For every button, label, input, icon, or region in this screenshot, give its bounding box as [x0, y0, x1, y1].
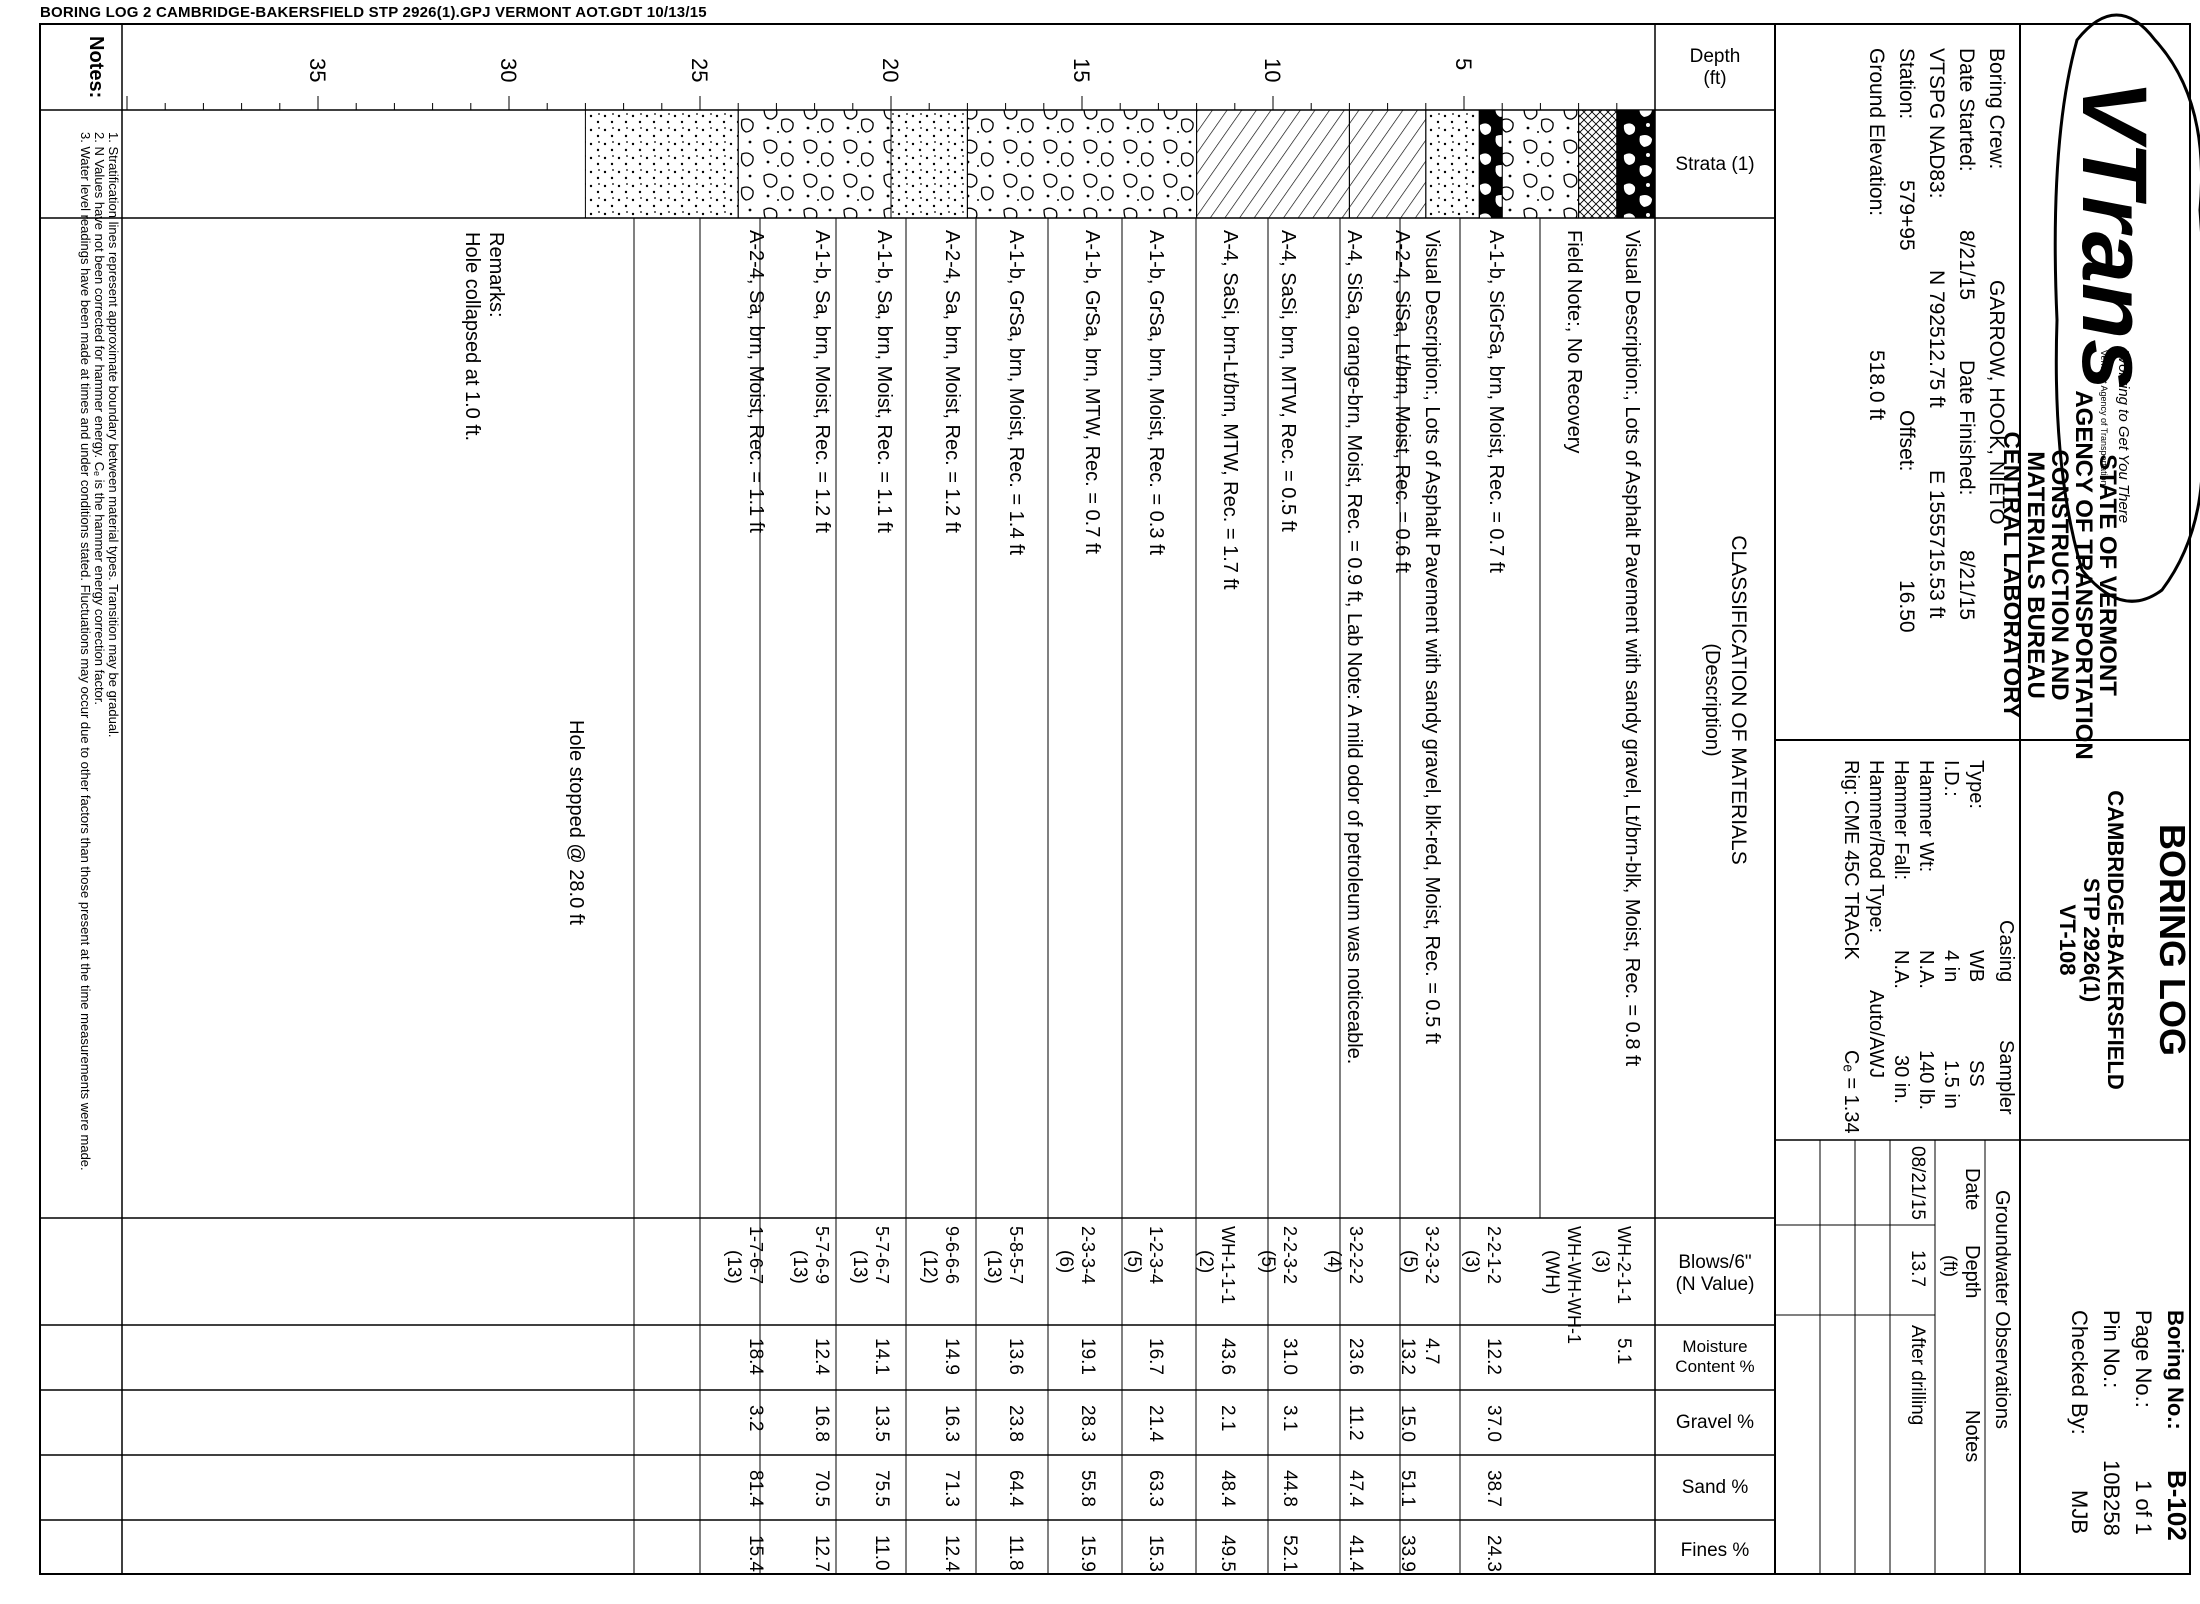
blow-counts: WH-2-1-1: [1614, 1226, 1634, 1305]
sand-percent: 44.8: [1279, 1470, 1300, 1507]
blow-counts: 5-7-6-9: [812, 1226, 832, 1285]
station-label: Station:: [1895, 48, 1918, 120]
offset-label: Offset:: [1895, 410, 1918, 472]
blow-counts: 1-7-6-7: [746, 1226, 766, 1285]
crew-value: GARROW, HOOK, NIETO: [1985, 280, 2008, 525]
project-number: STP 2926(1): [2079, 877, 2104, 1003]
gravel-header: Gravel %: [1675, 1412, 1755, 1433]
strata-band: [1479, 110, 1502, 218]
depth-tick-label: 25: [687, 58, 712, 83]
footnote-2: 2. N Values have not been corrected for hammer energy. Cₑ is the hammer energy correction factor.: [92, 132, 107, 706]
n-value: (13): [789, 1250, 810, 1284]
gw-notes-label: Notes: [1961, 1410, 1983, 1463]
strata-band: [1197, 110, 1350, 218]
date-finished-label: Date Finished:: [1955, 360, 1978, 496]
strata-header: Strata (1): [1675, 154, 1755, 175]
nvalue-header: (N Value): [1675, 1274, 1755, 1295]
sand-percent: 70.5: [811, 1470, 832, 1507]
fines-percent: 52.1: [1279, 1535, 1300, 1572]
type-label: Type:: [1965, 760, 1987, 809]
n-value: (6): [1055, 1250, 1076, 1274]
moisture-content: 16.7: [1145, 1338, 1166, 1375]
gravel-percent: 11.2: [1345, 1405, 1366, 1441]
classification-description: A-2-4, SiSa, Lt/brn, Moist, Rec. = 0.6 ft: [1391, 230, 1413, 573]
gw-date: 08/21/15: [1907, 1146, 1928, 1220]
hammer-wt-label: Hammer Wt:: [1915, 760, 1937, 873]
date-started-label: Date Started:: [1955, 48, 1978, 172]
depth-tick-label: 5: [1451, 58, 1476, 71]
strata-column: [585, 110, 1655, 218]
type-sampler: SS: [1965, 1060, 1987, 1087]
depth-header: Depth: [1689, 46, 1741, 67]
agency-line-1: STATE OF VERMONT: [2094, 454, 2121, 696]
sand-percent: 63.3: [1145, 1470, 1166, 1507]
strata-band: [1349, 110, 1425, 218]
energy-factor: Cₑ = 1.34: [1840, 1050, 1862, 1134]
fines-percent: 33.9: [1397, 1535, 1418, 1572]
id-label: I.D.:: [1940, 760, 1962, 797]
blow-counts: WH-WH-WH-1: [1564, 1226, 1584, 1344]
n-value: (5): [1123, 1250, 1144, 1274]
offset-value: 16.50: [1895, 580, 1918, 633]
elevation-label: Ground Elevation:: [1865, 48, 1888, 217]
fines-percent: 11.0: [871, 1535, 892, 1571]
gw-depth-unit: (ft): [1940, 1255, 1960, 1277]
gravel-percent: 13.5: [871, 1405, 892, 1442]
gravel-percent: 37.0: [1483, 1405, 1504, 1442]
gravel-percent: 23.8: [1005, 1405, 1026, 1442]
rod-type: Auto/AWJ: [1865, 990, 1887, 1079]
depth-tick-label: 15: [1069, 58, 1094, 83]
remarks-label: Remarks:: [485, 232, 507, 318]
gw-date-label: Date: [1961, 1168, 1983, 1211]
n-value: (3): [1461, 1250, 1482, 1274]
notes-label: Notes:: [85, 36, 107, 99]
classification-description: A-2-4, Sa, brn, Moist, Rec. = 1.2 ft: [941, 230, 963, 533]
fines-percent: 15.9: [1077, 1535, 1098, 1572]
moisture-content: 4.7: [1421, 1338, 1442, 1365]
classification-description: A-4, SaSi, brn-Lt/brn, MTW, Rec. = 1.7 ft: [1219, 230, 1241, 590]
rod-type-label: Hammer/Rod Type:: [1865, 760, 1887, 934]
n-value: (13): [723, 1250, 744, 1284]
sand-percent: 71.3: [941, 1470, 962, 1507]
classification-description: A-1-b, Sa, brn, Moist, Rec. = 1.2 ft: [811, 230, 833, 533]
gw-depth-label: Depth: [1961, 1245, 1983, 1299]
n-value: (5): [1399, 1250, 1420, 1274]
sand-percent: 47.4: [1345, 1470, 1366, 1507]
hammer-fall-casing: N.A.: [1890, 950, 1912, 989]
header-panel: [1775, 15, 2200, 1574]
checked-label: Checked By:: [2067, 1310, 2092, 1435]
groundwater-table: [1775, 1140, 2013, 1574]
gravel-percent: 16.8: [811, 1405, 832, 1442]
gravel-percent: 28.3: [1077, 1405, 1098, 1442]
blow-counts: 2-2-1-2: [1484, 1226, 1504, 1285]
agency-line-5: CENTRAL LABORATORY: [1998, 431, 2025, 719]
n-value: (5): [1257, 1250, 1278, 1274]
moisture-content: 18.4: [745, 1338, 766, 1375]
fines-percent: 12.7: [811, 1535, 832, 1572]
blow-counts: 2-2-3-2: [1280, 1226, 1300, 1285]
blow-counts: 5-8-5-7: [1006, 1226, 1026, 1285]
classification-description: A-4, SaSi, brn, MTW, Rec. = 0.5 ft: [1277, 230, 1299, 532]
page-value: 1 of 1: [2131, 1480, 2156, 1536]
rig-label: Rig:: [1840, 760, 1862, 796]
classification-description: A-4, SiSa, orange-brn, Moist, Rec. = 0.9 ft, Lab Note: A mild odor of petroleum was noticeable.: [1343, 230, 1365, 1065]
classification-description: A-1-b, SiGrSa, brn, Moist, Rec. = 0.7 ft: [1485, 230, 1507, 573]
depth-tick-label: 10: [1260, 58, 1285, 83]
moisture-content: 14.9: [941, 1338, 962, 1375]
northing: N 792512.75 ft: [1925, 270, 1948, 408]
classification-description: A-1-b, Sa, brn, Moist, Rec. = 1.1 ft: [873, 230, 895, 533]
logo-text: VTrans: [2063, 80, 2165, 391]
n-value: (WH): [1541, 1250, 1562, 1295]
fines-percent: 41.4: [1345, 1535, 1366, 1572]
blow-counts: 3-2-3-2: [1422, 1226, 1442, 1285]
hammer-fall-sampler: 30 in.: [1890, 1055, 1912, 1104]
type-casing: WB: [1965, 950, 1987, 983]
moisture-content: 23.6: [1345, 1338, 1366, 1375]
page-label: Page No.:: [2131, 1310, 2156, 1408]
agency-line-4: MATERIALS BUREAU: [2022, 451, 2049, 699]
sand-percent: 64.4: [1005, 1470, 1026, 1507]
classification-description: Field Note:, No Recovery: [1563, 230, 1585, 454]
blows-header: Blows/6": [1678, 1252, 1752, 1273]
classification-sub: (Description): [1701, 643, 1723, 757]
depth-tick-label: 35: [305, 58, 330, 83]
fines-percent: 11.8: [1005, 1535, 1026, 1571]
gravel-percent: 3.1: [1279, 1405, 1300, 1432]
vtspg-label: VTSPG NAD83:: [1925, 48, 1948, 199]
strata-band: [1579, 110, 1617, 218]
id-sampler: 1.5 in: [1940, 1060, 1962, 1109]
depth-axis: [127, 58, 1655, 110]
n-value: (13): [849, 1250, 870, 1284]
groundwater-title: Groundwater Observations: [1991, 1190, 2013, 1430]
strata-band: [1617, 110, 1655, 218]
easting: E 1555715.53 ft: [1925, 470, 1948, 619]
gravel-percent: 2.1: [1217, 1405, 1238, 1432]
sand-percent: 81.4: [745, 1470, 766, 1507]
gravel-percent: 3.2: [745, 1405, 766, 1432]
id-casing: 4 in: [1940, 950, 1962, 983]
moisture-header: Moisture: [1682, 1337, 1748, 1356]
agency-line-2: AGENCY OF TRANSPORTATION: [2070, 390, 2097, 760]
classification-header: CLASSIFICATION OF MATERIALS: [1727, 535, 1750, 865]
sand-percent: 75.5: [871, 1470, 892, 1507]
rig-value: CME 45C TRACK: [1840, 800, 1862, 960]
classification-description: A-1-b, GrSa, brn, MTW, Rec. = 0.7 ft: [1081, 230, 1103, 554]
fines-percent: 15.3: [1145, 1535, 1166, 1572]
logo-subtag: Vermont Agency of Transportation: [2099, 350, 2109, 486]
sample-rows: [634, 218, 1643, 1574]
pin-label: Pin No.:: [2099, 1310, 2124, 1389]
classification-description: Visual Description:, Lots of Asphalt Pavement with sandy gravel, blk-red, Moist, Rec. = 0.5 ft: [1421, 230, 1443, 1044]
classification-description: Visual Description:, Lots of Asphalt Pavement with sandy gravel, Lt/brn-blk, Moist, Rec. = 0.8 ft: [1621, 230, 1643, 1067]
casing-label: Casing: [1995, 920, 2017, 983]
boring-no-label: Boring No.:: [2163, 1310, 2188, 1430]
depth-tick-label: 30: [496, 58, 521, 83]
fines-percent: 12.4: [941, 1535, 962, 1572]
hole-stopped: Hole stopped @ 28.0 ft: [565, 720, 587, 925]
gravel-percent: 16.3: [941, 1405, 962, 1442]
footnotes: [78, 132, 121, 1171]
blow-counts: 1-2-3-4: [1146, 1226, 1166, 1285]
moisture-content: 12.2: [1483, 1338, 1504, 1375]
hammer-wt-casing: N.A.: [1915, 950, 1937, 989]
log-table: [40, 24, 1775, 1574]
sand-percent: 38.7: [1483, 1470, 1504, 1507]
logo-tagline: Working to Get You There: [2115, 350, 2132, 524]
agency-line-3: CONSTRUCTION AND: [2046, 449, 2073, 701]
sand-percent: 48.4: [1217, 1470, 1238, 1507]
n-value: (12): [919, 1250, 940, 1284]
depth-unit: (ft): [1703, 68, 1727, 89]
n-value: (3): [1591, 1250, 1612, 1274]
boring-no: B-102: [2162, 1470, 2192, 1541]
gravel-percent: 21.4: [1145, 1405, 1166, 1442]
footnote-3: 3. Water level readings have been made at times and under conditions stated. Fluctuations may occur due to other factors than those present at the time measurements were made.: [78, 132, 93, 1171]
blow-counts: 9-6-6-6: [942, 1226, 962, 1285]
fines-percent: 24.3: [1483, 1535, 1504, 1572]
moisture-content: 13.2: [1397, 1338, 1418, 1375]
n-value: (2): [1195, 1250, 1216, 1274]
footnote-1: 1. Stratification lines represent approximate boundary between material types. Transition may be gradual.: [106, 132, 121, 738]
log-title: BORING LOG: [2152, 824, 2193, 1056]
date-started: 8/21/15: [1955, 230, 1978, 301]
fines-percent: 49.5: [1217, 1535, 1238, 1572]
file-header: BORING LOG 2 CAMBRIDGE-BAKERSFIELD STP 2926(1).GPJ VERMONT AOT.GDT 10/13/15: [40, 4, 707, 21]
n-value: (4): [1323, 1250, 1344, 1274]
elevation-value: 518.0 ft: [1865, 350, 1888, 421]
pin-value: 10B258: [2099, 1460, 2124, 1536]
moisture-content: 12.4: [811, 1338, 832, 1375]
sand-header: Sand %: [1681, 1477, 1749, 1498]
moisture-content: 43.6: [1217, 1338, 1238, 1375]
moisture-content: 14.1: [871, 1338, 892, 1375]
n-value: (13): [983, 1250, 1004, 1284]
fines-header: Fines %: [1680, 1540, 1750, 1561]
blow-counts: 5-7-6-7: [872, 1226, 892, 1285]
moisture-content: 31.0: [1279, 1338, 1300, 1375]
blow-counts: 3-2-2-2: [1346, 1226, 1366, 1285]
classification-description: A-1-b, GrSa, brn, Moist, Rec. = 0.3 ft: [1145, 230, 1167, 556]
gw-notes: After drilling: [1907, 1325, 1928, 1426]
sand-percent: 51.1: [1397, 1470, 1418, 1507]
hammer-wt-sampler: 140 lb.: [1915, 1050, 1937, 1111]
date-finished: 8/21/15: [1955, 550, 1978, 621]
route: VT-108: [2055, 904, 2080, 976]
blow-counts: WH-1-1-1: [1218, 1226, 1238, 1305]
blow-counts: 2-3-3-4: [1078, 1226, 1098, 1285]
hammer-fall-label: Hammer Fall:: [1890, 760, 1912, 881]
crew-label: Boring Crew:: [1985, 48, 2008, 170]
gravel-percent: 15.0: [1397, 1405, 1418, 1442]
gw-depth: 13.7: [1907, 1250, 1928, 1287]
sampler-label: Sampler: [1995, 1040, 2017, 1115]
remarks-text: Hole collapsed at 1.0 ft.: [461, 232, 483, 442]
project-name: CAMBRIDGE-BAKERSFIELD: [2103, 790, 2128, 1090]
sand-percent: 55.8: [1077, 1470, 1098, 1507]
classification-description: A-1-b, GrSa, brn, Moist, Rec. = 1.4 ft: [1005, 230, 1027, 556]
fines-percent: 15.4: [745, 1535, 766, 1572]
moisture-content: 5.1: [1613, 1338, 1634, 1365]
depth-tick-label: 20: [878, 58, 903, 83]
moisture-content: 13.6: [1005, 1338, 1026, 1375]
station-value: 579+95: [1895, 180, 1918, 251]
classification-description: A-2-4, Sa, brn, Moist, Rec. = 1.1 ft: [745, 230, 767, 533]
moisture-content: 19.1: [1077, 1338, 1098, 1375]
checked-value: MJB: [2067, 1490, 2092, 1534]
moisture-header-2: Content %: [1675, 1357, 1755, 1376]
